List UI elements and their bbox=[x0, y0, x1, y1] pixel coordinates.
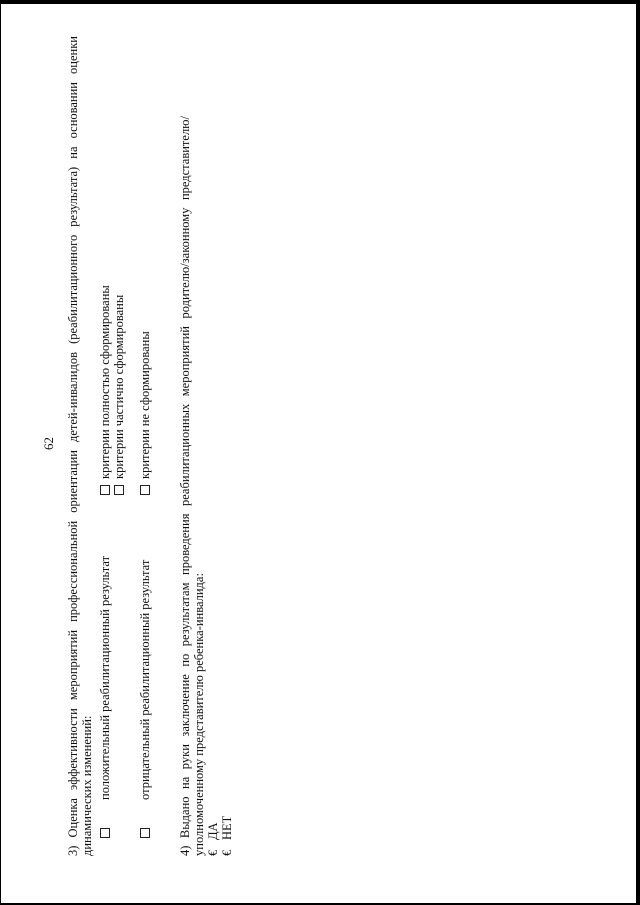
page-number: 62 bbox=[41, 437, 56, 450]
criteria-full-label: критерии полностью сформированы bbox=[98, 285, 112, 479]
option-yes[interactable] bbox=[206, 822, 220, 856]
criteria-full-option[interactable] bbox=[98, 285, 112, 495]
option-yes-marker: € bbox=[206, 849, 220, 856]
criteria-full-checkbox[interactable] bbox=[100, 485, 110, 495]
page-border-right bbox=[636, 0, 640, 905]
criteria-none-option[interactable] bbox=[138, 331, 152, 495]
criteria-none-label: критерии не сформированы bbox=[138, 331, 152, 479]
option-no-label: НЕТ bbox=[220, 815, 234, 840]
section4-heading-line2: уполномоченному представителю ребенка-инвалида: bbox=[192, 573, 206, 856]
criteria-partial-label: критерии частично сформированы bbox=[112, 294, 126, 479]
rotated-document-page bbox=[0, 20, 580, 880]
criteria-partial-option[interactable] bbox=[112, 295, 126, 495]
positive-result-checkbox[interactable] bbox=[98, 822, 112, 838]
option-yes-label: ДА bbox=[206, 822, 220, 840]
negative-result-checkbox[interactable] bbox=[138, 822, 152, 838]
positive-result-label: положительный реабилитационный результат bbox=[98, 555, 112, 800]
section3-heading-line2: динамических изменений: bbox=[80, 715, 94, 856]
negative-result-label: отрицательный реабилитационный результат bbox=[138, 559, 152, 800]
criteria-none-checkbox[interactable] bbox=[140, 485, 150, 495]
page-border-top bbox=[0, 0, 640, 4]
criteria-partial-checkbox[interactable] bbox=[114, 485, 124, 495]
option-no-marker: € bbox=[220, 849, 234, 856]
section3-heading-line1: 3) Оценка эффективности мероприятий профессиональной ориентации детей-инвалидов (реабилитационного результата) на основании оценки bbox=[66, 36, 80, 856]
option-no[interactable] bbox=[220, 816, 234, 856]
section4-heading-line1: 4) Выдано на руки заключение по результатам проведения реабилитационных мероприятий родителю/законному представителю/ bbox=[178, 116, 192, 856]
